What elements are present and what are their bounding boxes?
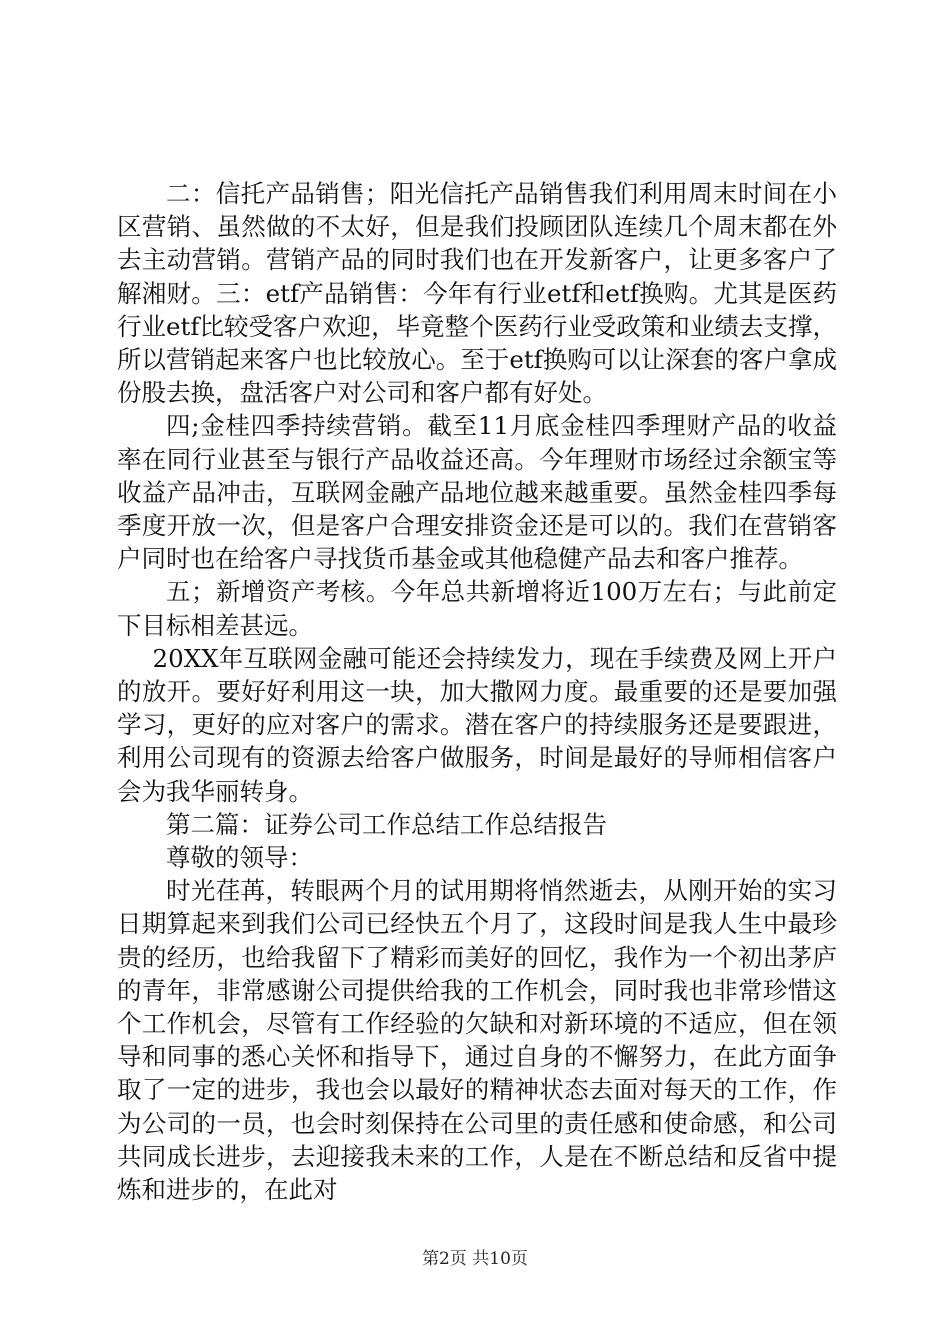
page-footer: 第2页 共10页 xyxy=(422,1249,528,1269)
paragraph-jingui-seasons: 四;金桂四季持续营销。截至11月底金桂四季理财产品的收益率在同行业甚至与银行产品收益还高。今年理财市场经过余额宝等收益产品冲击，互联网金融产品地位越来越重要。虽然金桂四季每季度开放一次，但是客户合理安排资金还是可以的。我们在营销客户同时也在给客户寻找货币基金或其他稳健产品去和客户推荐。 xyxy=(117,411,837,574)
paragraph-outlook: 20XX年互联网金融可能还会持续发力，现在手续费及网上开户的放开。要好好利用这一块，加大撒网力度。最重要的还是要加强学习，更好的应对客户的需求。潜在客户的持续服务还是要跟进，利用公司现有的资源去给客户做服务，时间是最好的导师相信客户会为我华丽转身。 xyxy=(117,643,837,806)
section-heading-second: 第二篇：证券公司工作总结工作总结报告 xyxy=(166,809,607,839)
paragraph-probation-summary: 时光荏苒，转眼两个月的试用期将悄然逝去，从刚开始的实习日期算起来到我们公司已经快五个月了，这段时间是我人生中最珍贵的经历，也给我留下了精彩而美好的回忆，我作为一个初出茅庐的青年，非常感谢公司提供给我的工作机会，同时我也非常珍惜这个工作机会，尽管有工作经验的欠缺和对新环境的不适应，但在领导和同事的悉心关怀和指导下，通过自身的不懈努力，在此方面争取了一定的进步，我也会以最好的精神状态去面对每天的工作，作为公司的一员，也会时刻保持在公司里的责任感和使命感，和公司共同成长进步，去迎接我未来的工作，人是在不断总结和反省中提炼和进步的，在此对 xyxy=(117,876,837,1205)
paragraph-trust-products: 二：信托产品销售；阳光信托产品销售我们利用周末时间在小区营销、虽然做的不太好，但是我们投顾团队连续几个周末都在外去主动营销。营销产品的同时我们也在开发新客户，让更多客户了解湘财。三：etf产品销售：今年有行业etf和etf换购。尤其是医药行业etf比较受客户欢迎，毕竟整个医药行业受政策和业绩去支撑，所以营销起来客户也比较放心。至于etf换购可以让深套的客户拿成份股去换，盘活客户对公司和客户都有好处。 xyxy=(117,179,838,408)
document-body xyxy=(117,177,837,1206)
salutation: 尊敬的领导： xyxy=(166,843,313,873)
paragraph-new-assets: 五；新增资产考核。今年总共新增将近100万左右；与此前定下目标相差甚远。 xyxy=(117,577,837,640)
